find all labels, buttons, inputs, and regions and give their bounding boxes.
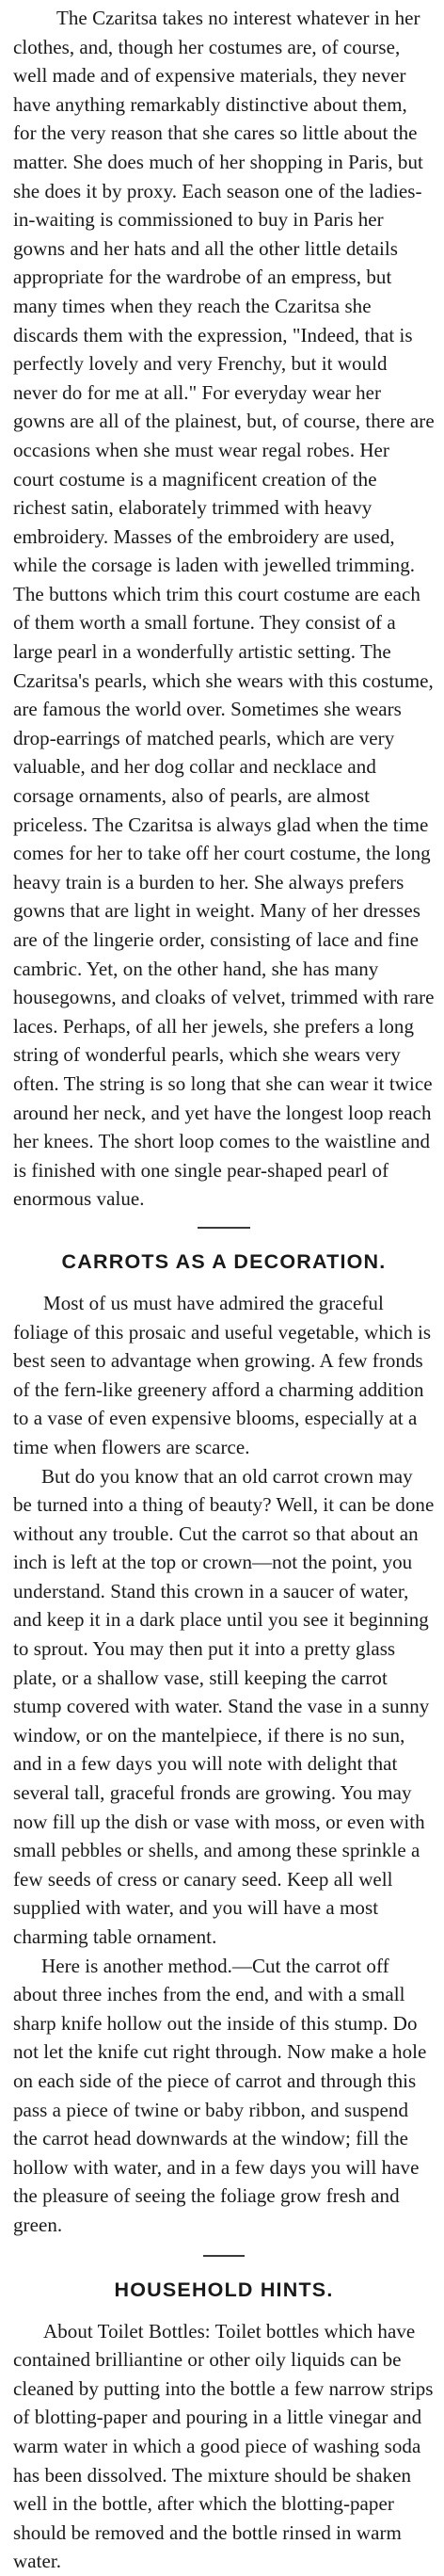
section-divider bbox=[203, 2255, 245, 2257]
toilet-bottles-paragraph: About Toilet Bottles: Toilet bottles which have contained brilliantine or other oily liquids can be cleaned by putting into the bottle a few narrow strips of blotting-paper and pouring in a little vinegar and warm water in which a good piece of washing soda has been dissolved. The mixture should be shaken well in the bottle, after which the blotting-paper should be removed and the bottle rinsed in warm water. bbox=[13, 2319, 434, 2573]
carrots-paragraph-2: But do you know that an old carrot crown may be turned into a thing of beauty? Well, it can be done without any trouble. Cut the carrot so that about an inch is left at the top or crown—not the point, you understand. Stand this crown in a saucer of water, and keep it in a dark place until you see it beginning to sprout. You may then put it into a pretty glass plate, or a shallow vase, still keeping the carrot stump covered with water. Stand the vase in a sunny window, or on the mantelpiece, if there is no sun, and in a few days you will note with delight that several tall, graceful fronds are growing. You may now fill up the dish or vase with moss, or even with small pebbles or shells, and among these sprinkle a few seeds of cress or canary seed. Keep all well supplied with water, and you will have a most charming table ornament. bbox=[13, 1464, 435, 1948]
carrots-heading: CARROTS AS A DECORATION. bbox=[61, 1249, 387, 1273]
carrots-paragraph-3: Here is another method.—Cut the carrot off about three inches from the end, and with a small sharp knife hollow out the inside of this stump. Do not let the knife cut right through. Now make a hole on each side of the piece of carrot and through this pass a piece of twine or baby ribbon, and suspend the carrot head downwards at the window; fill the hollow with water, and in a few days you will have the pleasure of seeing the foliage grow fresh and green. bbox=[13, 1954, 427, 2236]
household-hints-heading: HOUSEHOLD HINTS. bbox=[114, 2278, 334, 2301]
czaritsa-paragraph: The Czaritsa takes no interest whatever in her clothes, and, though her costumes are, of course, well made and of expensive materials, they never have anything remarkably distinctive about them, for the very reason that she cares so little about the matter. She does much of her shopping in Paris, but she does it by proxy. Each season one of the ladies-in-waiting is commissioned to buy in Paris her gowns and her hats and all the other little details appropriate for the wardrobe of an empress, but many times when they reach the Czaritsa she discards them with the expression, "Indeed, that is perfectly lovely and very Frenchy, but it would never do for me at all." For everyday wear her gowns are all of the plainest, but, of course, there are occasions when she must wear regal robes. Her court costume is a magnificent creation of the richest satin, elaborately trimmed with heavy embroidery. Masses of the embroidery are used, while the corsage is laden with jewelled trimming. The buttons which trim this court costume are each of them worth a small fortune. They consist of a large pearl in a wonderfully artistic setting. The Czaritsa's pearls, which she wears with this costume, are famous the world over. Sometimes she wears drop-earrings of matched pearls, which are very valuable, and her dog collar and necklace and corsage ornaments, also of pearls, are almost priceless. The Czaritsa is always glad when the time comes for her to take off her court costume, the long heavy train is a burden to her. She always prefers gowns that are light in weight. Many of her dresses are of the lingerie order, consisting of lace and fine cambric. Yet, on the other hand, she has many housegowns, and cloaks of velvet, trimmed with rare laces. Perhaps, of all her jewels, she prefers a long string of wonderful pearls, which she wears very often. The string is so long that she can wear it twice around her neck, and yet have the longest loop reach her knees. The short loop comes to the waistline and is finished with one single pear-shaped pearl of enormous value. bbox=[13, 7, 435, 1211]
carrots-paragraph-1: Most of us must have admired the graceful foliage of this prosaic and useful vegetable, which is best seen to advantage when growing. A few fronds of the fern-like greenery afford a charming addition to a vase of even expensive blooms, especially at a time when flowers are scarce. bbox=[13, 1291, 432, 1458]
section-divider bbox=[198, 1227, 250, 1229]
